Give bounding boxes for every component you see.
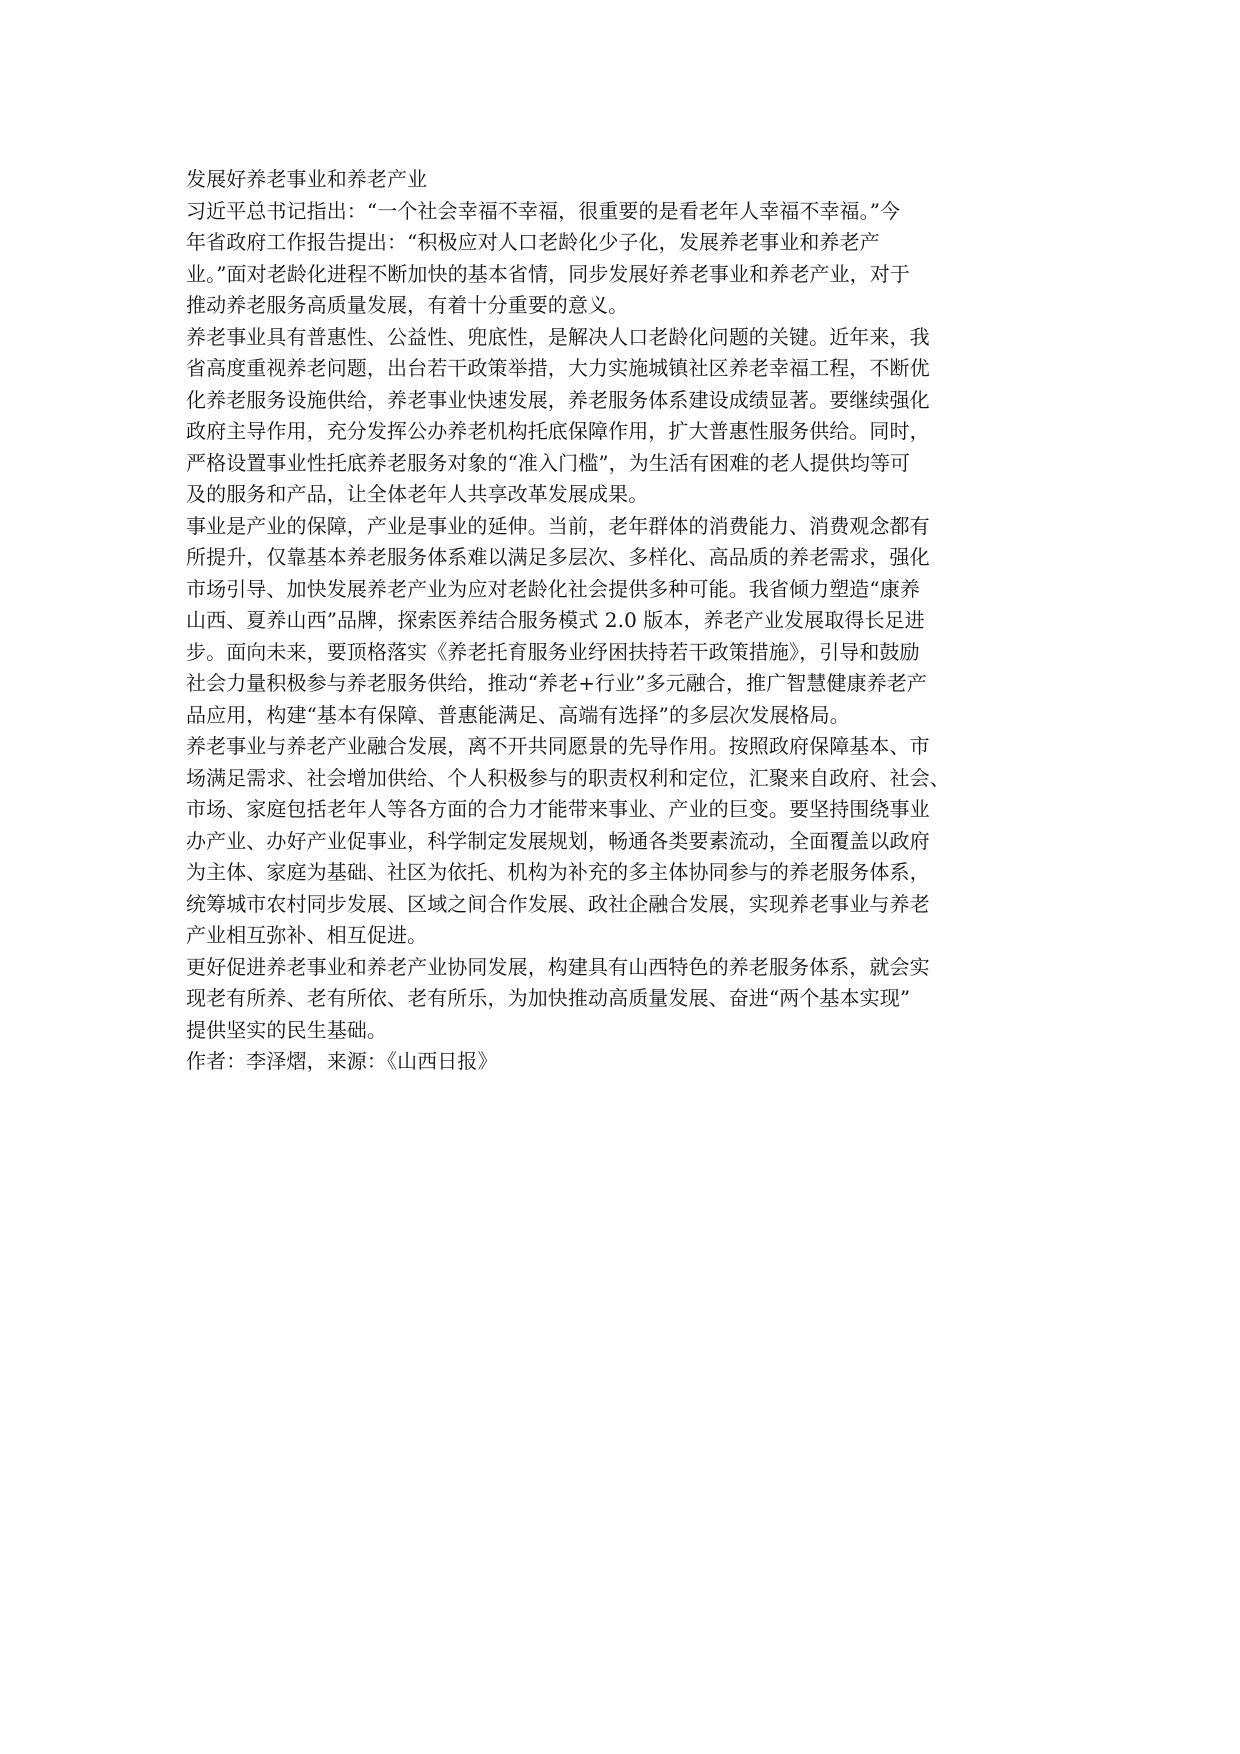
text-line: 推动养老服务高质量发展，有着十分重要的意义。 <box>186 293 629 317</box>
text-line: 场满足需求、社会增加供给、个人积极参与的职责权利和定位，汇聚来自政府、社会、 <box>186 765 950 790</box>
text-line: 政府主导作用，充分发挥公办养老机构托底保障作用，扩大普惠性服务供给。同时， <box>186 419 930 443</box>
article-title: 发展好养老事业和养老产业 <box>186 167 428 191</box>
paragraph-4 <box>186 731 1058 952</box>
text-line: 化养老服务设施供给，养老事业快速发展，养老服务体系建设成绩显著。要继续强化 <box>186 387 930 412</box>
text-line: 所提升，仅靠基本养老服务体系难以满足多层次、多样化、高品质的养老需求，强化 <box>186 545 930 569</box>
text-line: 习近平总书记指出：“一个社会幸福不幸福，很重要的是看老年人幸福不幸福。”今 <box>186 198 901 223</box>
text-line: 年省政府工作报告提出：“积极应对人口老龄化少子化，发展养老事业和养老产 <box>186 230 880 254</box>
text-line: 事业是产业的保障，产业是事业的延伸。当前，老年群体的消费能力、消费观念都有 <box>186 513 930 538</box>
paragraph-1 <box>186 196 1058 322</box>
paragraph-5 <box>186 952 1058 1047</box>
paragraph-3 <box>186 511 1058 732</box>
text-line: 提供坚实的民生基础。 <box>186 1017 387 1042</box>
text-line: 养老事业具有普惠性、公益性、兜底性，是解决人口老龄化问题的关键。近年来，我 <box>186 324 930 349</box>
text-line: 省高度重视养老问题，出台若干政策举措，大力实施城镇社区养老幸福工程，不断优 <box>186 356 930 380</box>
text-line: 市场引导、加快发展养老产业为应对老龄化社会提供多种可能。我省倾力塑造“康养 <box>186 576 920 601</box>
text-line: 市场、家庭包括老年人等各方面的合力才能带来事业、产业的巨变。要坚持围绕事业 <box>186 797 930 821</box>
paragraph-2 <box>186 322 1058 511</box>
text-line: 品应用，构建“基本有保障、普惠能满足、高端有选择”的多层次发展格局。 <box>186 702 850 727</box>
text-line: 山西、夏养山西”品牌，探索医养结合服务模式 2.0 版本，养老产业发展取得长足进 <box>186 608 925 632</box>
text-line: 业。”面对老龄化进程不断加快的基本省情，同步发展好养老事业和养老产业，对于 <box>186 261 910 286</box>
text-line: 社会力量积极参与养老服务供给，推动“养老+行业”多元融合，推广智慧健康养老产 <box>186 671 928 695</box>
text-line: 步。面向未来，要顶格落实《养老托育服务业纾困扶持若干政策措施》，引导和鼓励 <box>186 639 920 664</box>
text-line: 及的服务和产品，让全体老年人共享改革发展成果。 <box>186 482 649 506</box>
text-line: 产业相互弥补、相互促进。 <box>186 923 428 947</box>
text-line: 办产业、办好产业促事业，科学制定发展规划，畅通各类要素流动，全面覆盖以政府 <box>186 828 930 853</box>
text-line: 统筹城市农村同步发展、区域之间合作发展、政社企融合发展，实现养老事业与养老 <box>186 891 930 916</box>
text-line: 严格设置事业性托底养老服务对象的“准入门槛”，为生活有困难的老人提供均等可 <box>186 450 911 475</box>
text-line: 养老事业与养老产业融合发展，离不开共同愿景的先导作用。按照政府保障基本、市 <box>186 734 930 758</box>
text-line: 更好促进养老事业和养老产业协同发展，构建具有山西特色的养老服务体系，就会实 <box>186 954 930 979</box>
text-line: 为主体、家庭为基础、社区为依托、机构为补充的多主体协同参与的养老服务体系， <box>186 860 930 884</box>
article-body <box>186 164 1058 1078</box>
text-line: 现老有所养、老有所依、老有所乐，为加快推动高质量发展、奋进“两个基本实现” <box>186 986 911 1010</box>
article-byline: 作者：李泽熠，来源：《山西日报》 <box>186 1049 498 1073</box>
